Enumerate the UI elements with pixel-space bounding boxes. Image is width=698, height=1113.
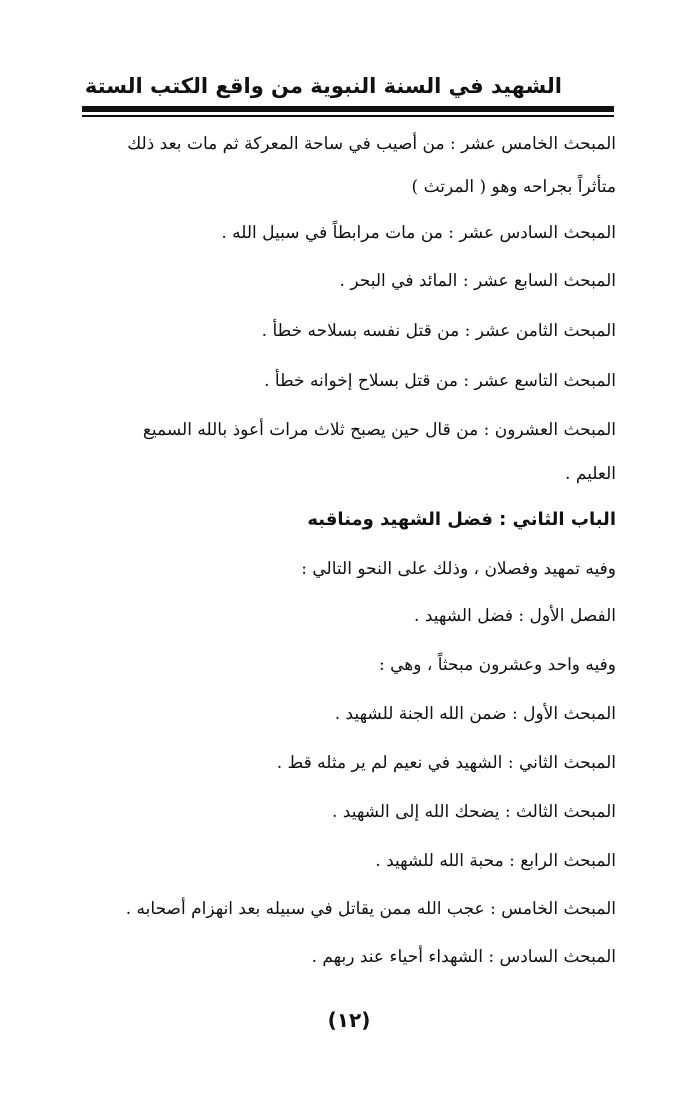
- text-line-4-section-17: المبحث السابع عشر : المائد في البحر .: [339, 271, 616, 291]
- header-rule-thin: [82, 115, 614, 117]
- text-line-13-section-1: المبحث الأول : ضمن الله الجنة للشهيد .: [334, 704, 616, 724]
- text-line-12-count: وفيه واحد وعشرون مبحثاً ، وهي :: [378, 655, 616, 675]
- text-line-8-continuation: العليم .: [565, 464, 616, 484]
- text-line-10-intro: وفيه تمهيد وفصلان ، وذلك على النحو التالي :: [301, 559, 616, 579]
- text-line-6-section-19: المبحث التاسع عشر : من قتل بسلاح إخوانه خطأ .: [264, 371, 616, 391]
- text-line-16-section-4: المبحث الرابع : محبة الله للشهيد .: [375, 851, 616, 871]
- text-line-14-section-2: المبحث الثاني : الشهيد في نعيم لم ير مثله قط .: [276, 753, 616, 773]
- text-line-7-section-20: المبحث العشرون : من قال حين يصبح ثلاث مرات أعوذ بالله السميع: [142, 420, 616, 440]
- text-line-2-continuation: متأثراً بجراحه وهو ( المرتث ): [411, 177, 616, 197]
- running-header-title: الشهيد في السنة النبوية من واقع الكتب الستة: [84, 74, 562, 98]
- text-line-1-section-15: المبحث الخامس عشر : من أصيب في ساحة المعركة ثم مات بعد ذلك: [127, 134, 616, 154]
- text-line-17-section-5: المبحث الخامس : عجب الله ممن يقاتل في سبيله بعد انهزام أصحابه .: [125, 899, 616, 919]
- text-line-18-section-6: المبحث السادس : الشهداء أحياء عند ربهم .: [311, 947, 616, 967]
- page-number: (١٢): [327, 1008, 371, 1032]
- text-line-15-section-3: المبحث الثالث : يضحك الله إلى الشهيد .: [331, 802, 616, 822]
- text-line-5-section-18: المبحث الثامن عشر : من قتل نفسه بسلاحه خطأ .: [261, 321, 616, 341]
- text-line-3-section-16: المبحث السادس عشر : من مات مرابطاً في سبيل الله .: [221, 223, 616, 243]
- text-line-11-chapter-one: الفصل الأول : فضل الشهيد .: [414, 606, 616, 626]
- chapter-heading-part-two: الباب الثاني : فضل الشهيد ومناقبه: [307, 509, 616, 530]
- header-rule-thick: [82, 106, 614, 112]
